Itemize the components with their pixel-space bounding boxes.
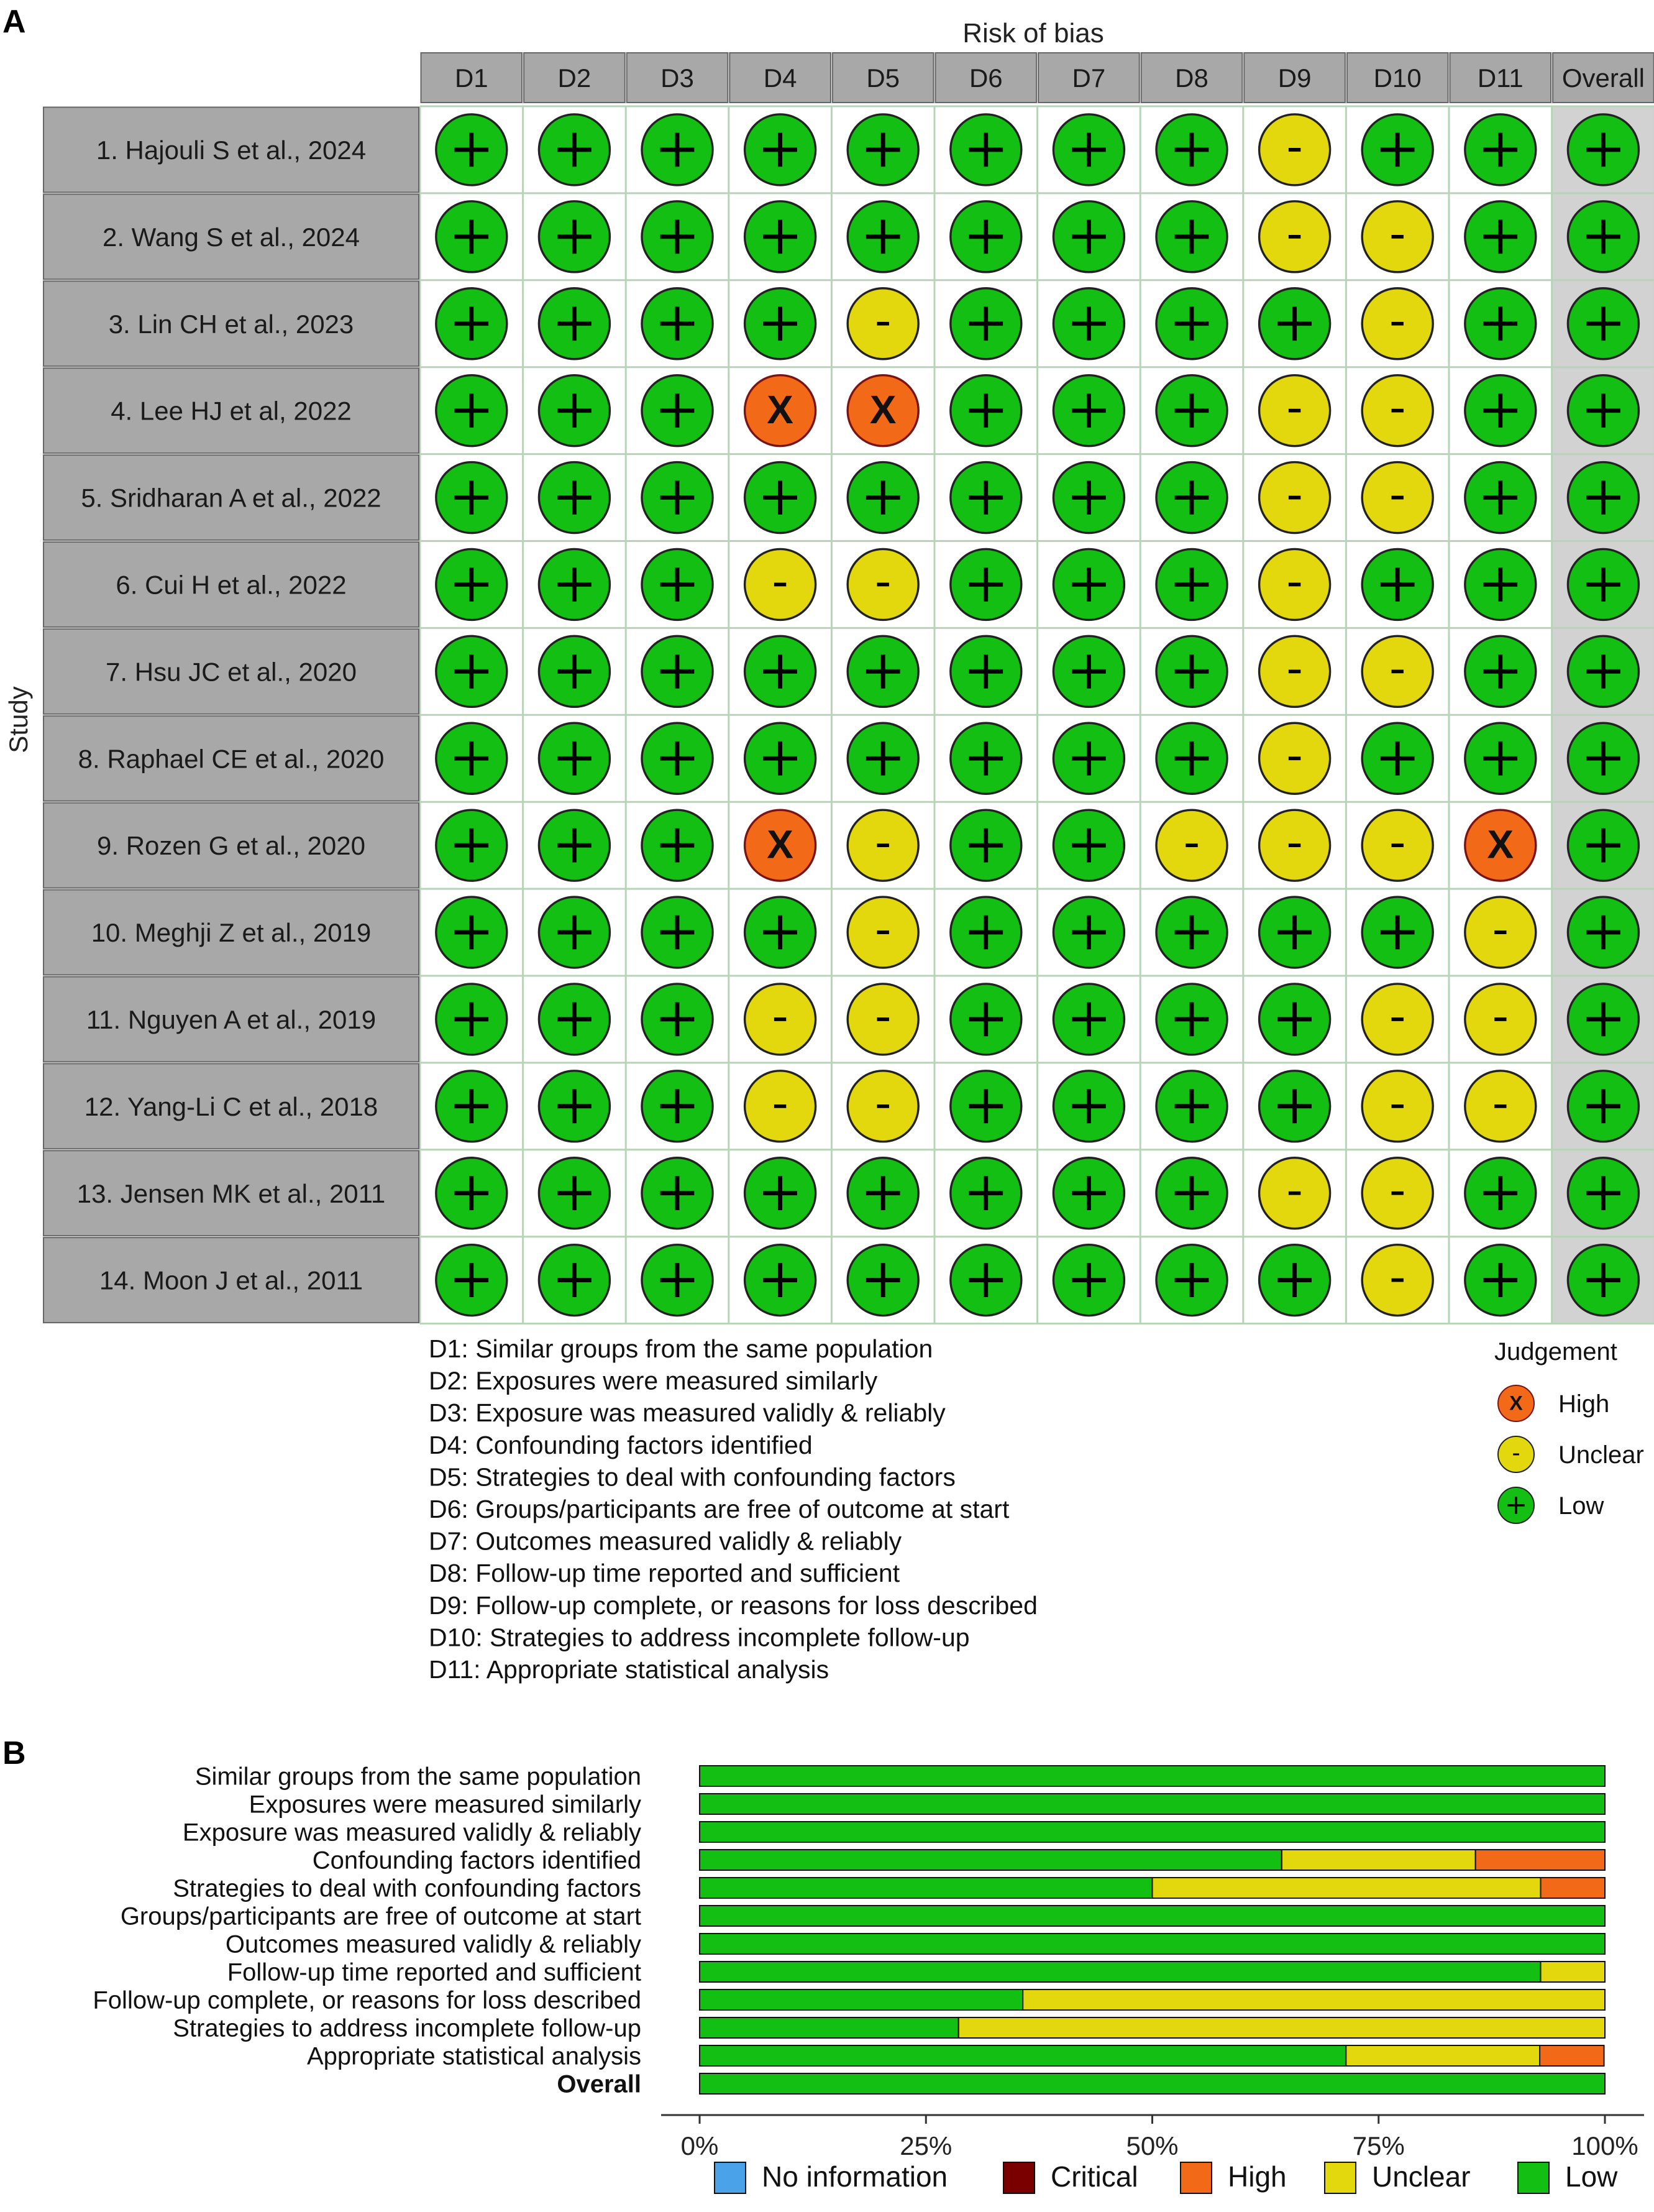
judgement-unclear bbox=[1259, 549, 1330, 620]
bar-segment-unclear bbox=[1023, 1989, 1605, 2010]
judgement-legend-label: Unclear bbox=[1558, 1441, 1644, 1469]
study-label: 12. Yang-Li C et al., 2018 bbox=[84, 1091, 378, 1121]
x-tick-label: 75% bbox=[1352, 2131, 1405, 2160]
judgement-low bbox=[539, 1245, 610, 1316]
judgement-high-x-mark: X bbox=[869, 387, 897, 433]
judgement-unclear bbox=[1259, 636, 1330, 707]
judgement-low bbox=[1259, 897, 1330, 968]
category-label: Follow-up complete, or reasons for loss described bbox=[93, 1986, 641, 2014]
judgement-low bbox=[1568, 1158, 1638, 1229]
judgement-low bbox=[1465, 375, 1536, 446]
judgement-low bbox=[1156, 549, 1227, 620]
judgement-low bbox=[1156, 1245, 1227, 1316]
judgement-unclear bbox=[1259, 810, 1330, 881]
judgement-high bbox=[1465, 810, 1536, 881]
judgement-low bbox=[1156, 114, 1227, 185]
judgement-unclear bbox=[1362, 201, 1433, 272]
bar-segment-unclear bbox=[1541, 1962, 1605, 1982]
legend-swatch-unclear bbox=[1325, 2162, 1356, 2193]
domain-key-entry: D3: Exposure was measured validly & reliably bbox=[429, 1398, 946, 1428]
bar-segment-low bbox=[700, 1962, 1541, 1982]
domain-header-label: D10 bbox=[1373, 63, 1422, 93]
domain-header-label: Overall bbox=[1561, 63, 1645, 93]
category-label: Overall bbox=[557, 2070, 641, 2098]
judgement-low bbox=[436, 1158, 507, 1229]
bar-segment-low bbox=[700, 1822, 1605, 1842]
judgement-low bbox=[642, 723, 713, 794]
judgement-unclear bbox=[1362, 1071, 1433, 1142]
judgement-low bbox=[1568, 375, 1638, 446]
judgement-low bbox=[1568, 1071, 1638, 1142]
domain-header-label: D4 bbox=[763, 63, 797, 93]
judgement-low bbox=[848, 201, 918, 272]
domain-header-label: D3 bbox=[660, 63, 694, 93]
bar-segment-high bbox=[1541, 1878, 1605, 1898]
judgement-low bbox=[1053, 636, 1124, 707]
judgement-low bbox=[436, 462, 507, 533]
judgement-low bbox=[642, 375, 713, 446]
x-tick-label: 25% bbox=[900, 2131, 953, 2160]
judgement-low bbox=[436, 636, 507, 707]
bar-segment-unclear bbox=[1153, 1878, 1541, 1898]
judgement-low bbox=[951, 1071, 1021, 1142]
bar-segment-low bbox=[700, 1878, 1153, 1898]
judgement-low bbox=[1156, 1158, 1227, 1229]
judgement-low bbox=[1156, 984, 1227, 1055]
judgement-low bbox=[848, 1245, 918, 1316]
judgement-low bbox=[1465, 549, 1536, 620]
judgement-low bbox=[539, 1158, 610, 1229]
judgement-low bbox=[1053, 1071, 1124, 1142]
judgement-low bbox=[1568, 1245, 1638, 1316]
judgement-unclear bbox=[1465, 1071, 1536, 1142]
bar-segment-unclear bbox=[1282, 1850, 1476, 1870]
category-label: Outcomes measured validly & reliably bbox=[225, 1930, 641, 1958]
domain-key-entry: D9: Follow-up complete, or reasons for loss described bbox=[429, 1590, 1038, 1620]
category-label: Exposures were measured similarly bbox=[249, 1791, 641, 1819]
judgement-low bbox=[1568, 984, 1638, 1055]
judgement-low bbox=[951, 1158, 1021, 1229]
judgement-low bbox=[848, 462, 918, 533]
judgement-low bbox=[1259, 984, 1330, 1055]
judgement-low bbox=[1568, 549, 1638, 620]
study-label: 5. Sridharan A et al., 2022 bbox=[81, 483, 382, 513]
judgement-low bbox=[539, 984, 610, 1055]
category-label: Appropriate statistical analysis bbox=[306, 2042, 641, 2070]
judgement-unclear bbox=[1259, 723, 1330, 794]
judgement-low bbox=[1259, 288, 1330, 359]
judgement-low bbox=[951, 549, 1021, 620]
risk-of-bias-title: Risk of bias bbox=[962, 18, 1104, 48]
judgement-low bbox=[539, 549, 610, 620]
judgement-low bbox=[745, 462, 816, 533]
judgement-low bbox=[539, 201, 610, 272]
judgement-legend-label: High bbox=[1558, 1390, 1610, 1418]
bar-segment-high bbox=[1476, 1850, 1605, 1870]
judgement-low bbox=[848, 114, 918, 185]
domain-key-entry: D4: Confounding factors identified bbox=[429, 1430, 813, 1459]
judgement-low bbox=[951, 288, 1021, 359]
judgement-low bbox=[1156, 288, 1227, 359]
judgement-low bbox=[951, 723, 1021, 794]
bar-segment-low bbox=[700, 1766, 1605, 1786]
domain-header-label: D11 bbox=[1477, 63, 1524, 93]
judgement-low bbox=[745, 1158, 816, 1229]
judgement-unclear bbox=[1362, 462, 1433, 533]
judgement-unclear bbox=[1362, 1245, 1433, 1316]
category-label: Strategies to deal with confounding factors bbox=[173, 1875, 641, 1902]
judgement-low bbox=[1156, 201, 1227, 272]
judgement-low bbox=[1362, 549, 1433, 620]
bar-segment-unclear bbox=[1346, 2045, 1540, 2066]
bar-segment-low bbox=[700, 2017, 959, 2038]
judgement-unclear bbox=[1259, 1158, 1330, 1229]
judgement-unclear bbox=[848, 897, 918, 968]
judgement-low bbox=[1053, 549, 1124, 620]
domain-key-entry: D11: Appropriate statistical analysis bbox=[429, 1655, 829, 1684]
judgement-low bbox=[1568, 114, 1638, 185]
domain-key-entry: D5: Strategies to deal with confounding factors bbox=[429, 1462, 956, 1492]
judgement-unclear bbox=[848, 1071, 918, 1142]
domain-header-label: D8 bbox=[1175, 63, 1209, 93]
bar-segment-low bbox=[700, 2045, 1346, 2066]
x-tick-label: 50% bbox=[1126, 2131, 1179, 2160]
legend-symbol-high bbox=[1498, 1385, 1534, 1421]
category-label: Similar groups from the same population bbox=[194, 1763, 641, 1791]
judgement-low bbox=[1053, 984, 1124, 1055]
judgement-unclear bbox=[1362, 375, 1433, 446]
study-label: 6. Cui H et al., 2022 bbox=[116, 570, 347, 600]
study-label: 3. Lin CH et al., 2023 bbox=[108, 309, 354, 339]
judgement-low bbox=[436, 723, 507, 794]
legend-label: Low bbox=[1565, 2160, 1618, 2193]
judgement-low bbox=[951, 375, 1021, 446]
judgement-low bbox=[951, 984, 1021, 1055]
domain-header-label: D2 bbox=[557, 63, 592, 93]
x-tick-label: 0% bbox=[680, 2131, 719, 2160]
legend-symbol-high-x-mark: X bbox=[1509, 1392, 1523, 1415]
judgement-low bbox=[436, 288, 507, 359]
judgement-low bbox=[1465, 723, 1536, 794]
judgement-legend-label: Low bbox=[1558, 1492, 1604, 1520]
study-label: 9. Rozen G et al., 2020 bbox=[97, 831, 365, 861]
domain-header-label: D7 bbox=[1072, 63, 1106, 93]
judgement-low bbox=[1259, 1245, 1330, 1316]
study-axis-title: Study bbox=[4, 686, 33, 753]
bar-segment-low bbox=[700, 1850, 1282, 1870]
judgement-low bbox=[642, 1158, 713, 1229]
judgement-low bbox=[436, 810, 507, 881]
judgement-unclear bbox=[1259, 114, 1330, 185]
domain-header-label: D5 bbox=[866, 63, 900, 93]
judgement-unclear bbox=[1362, 636, 1433, 707]
judgement-low bbox=[539, 114, 610, 185]
judgement-unclear bbox=[1362, 1158, 1433, 1229]
judgement-low bbox=[1053, 201, 1124, 272]
legend-label: Unclear bbox=[1372, 2160, 1471, 2193]
judgement-low bbox=[1568, 201, 1638, 272]
study-label: 13. Jensen MK et al., 2011 bbox=[76, 1178, 386, 1208]
judgement-low bbox=[1053, 288, 1124, 359]
judgement-high-x-mark: X bbox=[767, 822, 793, 867]
domain-key-entry: D10: Strategies to address incomplete follow-up bbox=[429, 1623, 970, 1652]
judgement-low bbox=[1259, 1071, 1330, 1142]
judgement-low bbox=[1053, 1245, 1124, 1316]
judgement-low bbox=[1156, 462, 1227, 533]
judgement-unclear bbox=[1259, 375, 1330, 446]
judgement-low bbox=[951, 201, 1021, 272]
judgement-low bbox=[1568, 288, 1638, 359]
judgement-low bbox=[1156, 723, 1227, 794]
judgement-low bbox=[436, 984, 507, 1055]
judgement-high bbox=[745, 810, 816, 881]
judgement-unclear bbox=[848, 984, 918, 1055]
study-label: 7. Hsu JC et al., 2020 bbox=[106, 657, 357, 687]
domain-key-entry: D1: Similar groups from the same population bbox=[429, 1334, 933, 1363]
judgement-low bbox=[539, 636, 610, 707]
judgement-low bbox=[436, 201, 507, 272]
domain-header-label: D9 bbox=[1277, 63, 1312, 93]
judgement-low bbox=[1465, 636, 1536, 707]
judgement-low bbox=[436, 897, 507, 968]
judgement-low bbox=[539, 375, 610, 446]
judgement-low bbox=[1156, 1071, 1227, 1142]
legend-swatch-critical bbox=[1003, 2162, 1035, 2193]
judgement-low bbox=[1156, 375, 1227, 446]
judgement-unclear bbox=[1156, 810, 1227, 881]
judgement-high-x-mark: X bbox=[767, 387, 793, 433]
judgement-low bbox=[1156, 636, 1227, 707]
judgement-low bbox=[539, 288, 610, 359]
judgement-low bbox=[1362, 114, 1433, 185]
judgement-low bbox=[1053, 723, 1124, 794]
study-label: 11. Nguyen A et al., 2019 bbox=[86, 1004, 377, 1034]
judgement-low bbox=[951, 114, 1021, 185]
judgement-low bbox=[1568, 810, 1638, 881]
legend-symbol-low bbox=[1498, 1487, 1534, 1523]
judgement-low bbox=[436, 1071, 507, 1142]
judgement-low bbox=[1465, 288, 1536, 359]
category-label: Strategies to address incomplete follow-up bbox=[173, 2014, 641, 2042]
legend-symbol-unclear bbox=[1498, 1436, 1534, 1472]
legend-label: Critical bbox=[1051, 2160, 1138, 2193]
judgement-high bbox=[745, 375, 816, 446]
judgement-low bbox=[1465, 1158, 1536, 1229]
judgement-low bbox=[1053, 114, 1124, 185]
judgement-unclear bbox=[745, 984, 816, 1055]
judgement-low bbox=[1465, 1245, 1536, 1316]
judgement-low bbox=[1362, 897, 1433, 968]
domain-key-entry: D6: Groups/participants are free of outcome at start bbox=[429, 1495, 1010, 1523]
judgement-high-x-mark: X bbox=[1487, 822, 1514, 867]
judgement-low bbox=[539, 723, 610, 794]
judgement-low bbox=[1053, 897, 1124, 968]
judgement-unclear bbox=[1259, 462, 1330, 533]
judgement-low bbox=[951, 462, 1021, 533]
category-label: Exposure was measured validly & reliably bbox=[182, 1819, 641, 1847]
judgement-unclear bbox=[848, 549, 918, 620]
judgement-legend-title: Judgement bbox=[1494, 1338, 1617, 1365]
judgement-low bbox=[436, 375, 507, 446]
judgement-low bbox=[1465, 114, 1536, 185]
judgement-low bbox=[1156, 897, 1227, 968]
x-tick-label: 100% bbox=[1571, 2131, 1638, 2160]
judgement-low bbox=[642, 810, 713, 881]
bar-segment-low bbox=[700, 2073, 1605, 2094]
judgement-unclear bbox=[745, 549, 816, 620]
judgement-unclear bbox=[1362, 288, 1433, 359]
judgement-unclear bbox=[1465, 897, 1536, 968]
legend-label: No information bbox=[762, 2160, 948, 2193]
judgement-low bbox=[1568, 897, 1638, 968]
judgement-low bbox=[1465, 462, 1536, 533]
judgement-low bbox=[1053, 462, 1124, 533]
judgement-low bbox=[436, 114, 507, 185]
domain-key-entry: D7: Outcomes measured validly & reliably bbox=[429, 1526, 902, 1556]
judgement-low bbox=[951, 810, 1021, 881]
panel-b-label: B bbox=[2, 1735, 26, 1771]
bar-segment-unclear bbox=[959, 2017, 1605, 2038]
domain-header-label: D1 bbox=[454, 63, 488, 93]
judgement-low bbox=[642, 1245, 713, 1316]
judgement-low bbox=[539, 1071, 610, 1142]
category-label: Follow-up time reported and sufficient bbox=[227, 1958, 641, 1986]
bar-segment-high bbox=[1540, 2045, 1604, 2066]
judgement-low bbox=[745, 114, 816, 185]
panel-a-label: A bbox=[2, 4, 26, 40]
judgement-low bbox=[539, 897, 610, 968]
domain-key-entry: D8: Follow-up time reported and sufficient bbox=[429, 1559, 900, 1588]
judgement-low bbox=[1362, 723, 1433, 794]
study-label: 4. Lee HJ et al, 2022 bbox=[111, 396, 352, 426]
judgement-low bbox=[642, 201, 713, 272]
judgement-low bbox=[951, 636, 1021, 707]
judgement-low bbox=[642, 897, 713, 968]
bar-segment-low bbox=[700, 1906, 1605, 1926]
judgement-unclear bbox=[1362, 810, 1433, 881]
judgement-unclear bbox=[848, 810, 918, 881]
judgement-low bbox=[436, 1245, 507, 1316]
bar-segment-low bbox=[700, 1794, 1605, 1814]
legend-swatch-low bbox=[1518, 2162, 1549, 2193]
judgement-low bbox=[1568, 723, 1638, 794]
judgement-low bbox=[1053, 375, 1124, 446]
judgement-low bbox=[539, 810, 610, 881]
study-label: 14. Moon J et al., 2011 bbox=[99, 1265, 363, 1295]
judgement-low bbox=[642, 114, 713, 185]
judgement-low bbox=[848, 1158, 918, 1229]
judgement-low bbox=[951, 897, 1021, 968]
judgement-low bbox=[642, 549, 713, 620]
judgement-unclear bbox=[1362, 984, 1433, 1055]
legend-swatch-noinfo bbox=[715, 2162, 746, 2193]
judgement-low bbox=[1568, 636, 1638, 707]
judgement-high bbox=[848, 375, 918, 446]
judgement-unclear bbox=[848, 288, 918, 359]
judgement-low bbox=[642, 984, 713, 1055]
judgement-low bbox=[1465, 201, 1536, 272]
judgement-low bbox=[1053, 810, 1124, 881]
study-label: 8. Raphael CE et al., 2020 bbox=[78, 744, 385, 774]
category-label: Groups/participants are free of outcome at start bbox=[120, 1902, 641, 1930]
judgement-low bbox=[745, 636, 816, 707]
legend-swatch-high bbox=[1181, 2162, 1212, 2193]
judgement-low bbox=[1568, 462, 1638, 533]
judgement-low bbox=[642, 462, 713, 533]
study-label: 2. Wang S et al., 2024 bbox=[102, 222, 360, 252]
judgement-low bbox=[745, 897, 816, 968]
judgement-unclear bbox=[1465, 984, 1536, 1055]
study-label: 10. Meghji Z et al., 2019 bbox=[91, 918, 372, 948]
judgement-low bbox=[1053, 1158, 1124, 1229]
judgement-low bbox=[848, 636, 918, 707]
bar-segment-low bbox=[700, 1934, 1605, 1954]
domain-key-entry: D2: Exposures were measured similarly bbox=[429, 1366, 878, 1395]
judgement-low bbox=[539, 462, 610, 533]
bar-segment-low bbox=[700, 1989, 1023, 2010]
judgement-low bbox=[951, 1245, 1021, 1316]
judgement-low bbox=[436, 549, 507, 620]
judgement-unclear bbox=[745, 1071, 816, 1142]
judgement-unclear bbox=[1259, 201, 1330, 272]
judgement-low bbox=[642, 288, 713, 359]
judgement-low bbox=[745, 1245, 816, 1316]
category-label: Confounding factors identified bbox=[312, 1847, 641, 1875]
legend-label: High bbox=[1228, 2160, 1287, 2193]
judgement-low bbox=[745, 723, 816, 794]
judgement-low bbox=[745, 288, 816, 359]
judgement-low bbox=[642, 636, 713, 707]
judgement-low bbox=[642, 1071, 713, 1142]
domain-header-label: D6 bbox=[969, 63, 1003, 93]
study-label: 1. Hajouli S et al., 2024 bbox=[96, 135, 367, 165]
judgement-low bbox=[848, 723, 918, 794]
judgement-low bbox=[745, 201, 816, 272]
